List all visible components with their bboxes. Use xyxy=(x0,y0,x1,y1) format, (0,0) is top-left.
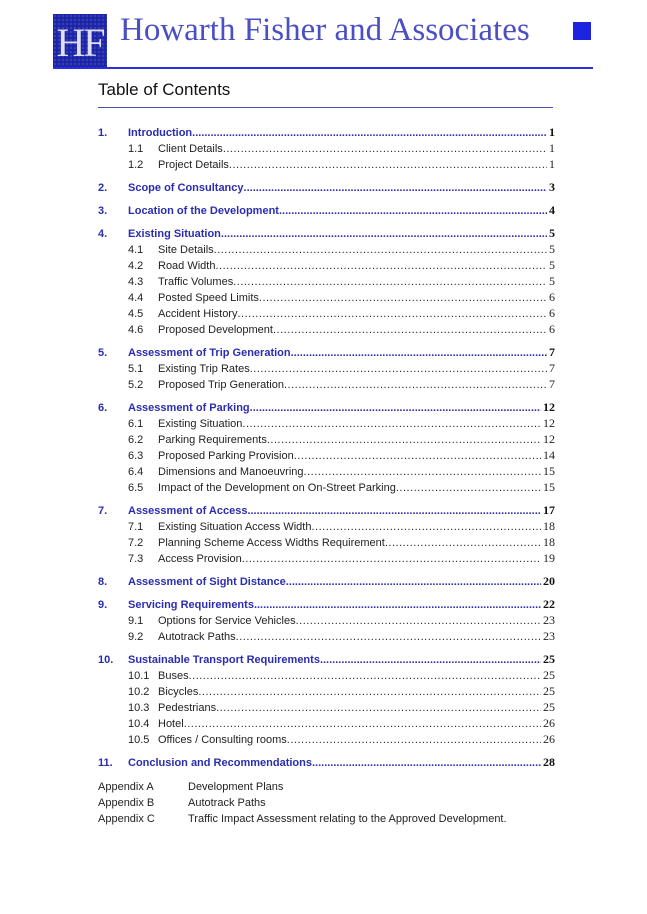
toc-entry-page: 25 xyxy=(543,652,555,666)
toc-entry-title: Existing Situation xyxy=(158,418,243,430)
toc-subsection-entry[interactable] xyxy=(98,683,555,699)
toc-chapter-entry[interactable] xyxy=(98,179,555,195)
toc-entry-title: Pedestrians xyxy=(158,702,217,714)
toc-subsection-entry[interactable] xyxy=(98,273,555,289)
toc-subsection-entry[interactable] xyxy=(98,305,555,321)
toc-dot-leader xyxy=(259,290,547,306)
toc-entry-page: 26 xyxy=(543,732,555,746)
toc-entry-number: 9.2 xyxy=(128,631,144,643)
toc-entry-number: 6.3 xyxy=(128,450,144,462)
toc-entry-page: 15 xyxy=(543,464,555,478)
toc-entry-page: 7 xyxy=(549,361,555,375)
toc-entry-number: 3. xyxy=(98,205,108,217)
toc-subsection-entry[interactable] xyxy=(98,699,555,715)
toc-entry-number: 10.3 xyxy=(128,702,150,714)
toc-entry-number: 1.2 xyxy=(128,159,144,171)
toc-entry-title: Buses xyxy=(158,670,189,682)
toc-subsection-entry[interactable] xyxy=(98,731,555,747)
toc-subsection-entry[interactable] xyxy=(98,156,555,172)
table-of-contents xyxy=(98,124,555,770)
toc-dot-leader xyxy=(296,613,541,629)
toc-entry-page: 12 xyxy=(543,400,555,414)
toc-dot-leader xyxy=(273,322,547,338)
toc-dot-leader xyxy=(229,157,547,173)
appendix-label: Appendix A xyxy=(98,781,154,793)
toc-dot-leader xyxy=(184,716,541,732)
toc-dot-leader xyxy=(247,503,541,519)
toc-dot-leader xyxy=(304,464,541,480)
toc-entry-number: 6.2 xyxy=(128,434,144,446)
toc-dot-leader xyxy=(287,732,541,748)
toc-entry-number: 9.1 xyxy=(128,615,144,627)
toc-dot-leader xyxy=(250,361,547,377)
toc-entry-title: Existing Trip Rates xyxy=(158,363,250,375)
toc-entry-number: 4.4 xyxy=(128,292,144,304)
appendix-label: Appendix B xyxy=(98,797,155,809)
toc-entry-title: Assessment of Parking xyxy=(128,402,250,414)
toc-dot-leader xyxy=(267,432,541,448)
toc-dot-leader xyxy=(385,535,541,551)
toc-entry-page: 6 xyxy=(549,306,555,320)
toc-entry-title: Access Provision xyxy=(158,553,242,565)
logo-monogram: HF xyxy=(56,20,104,65)
toc-entry-title: Proposed Parking Provision xyxy=(158,450,294,462)
toc-dot-leader xyxy=(396,480,541,496)
toc-subsection-entry[interactable] xyxy=(98,431,555,447)
toc-dot-leader xyxy=(236,629,541,645)
toc-entry-page: 20 xyxy=(543,574,555,588)
toc-dot-leader xyxy=(237,306,547,322)
toc-entry-page: 5 xyxy=(549,226,555,240)
toc-entry-number: 5.1 xyxy=(128,363,144,375)
toc-subsection-entry[interactable] xyxy=(98,447,555,463)
toc-entry-number: 5.2 xyxy=(128,379,144,391)
toc-entry-number: 4. xyxy=(98,228,108,240)
toc-chapter-entry[interactable] xyxy=(98,202,555,218)
toc-dot-leader xyxy=(279,203,547,219)
toc-dot-leader xyxy=(216,700,541,716)
toc-entry-page: 25 xyxy=(543,668,555,682)
toc-dot-leader xyxy=(244,180,547,196)
toc-dot-leader xyxy=(250,400,541,416)
toc-entry-page: 3 xyxy=(549,180,555,194)
toc-entry-number: 10.4 xyxy=(128,718,150,730)
toc-chapter-entry[interactable] xyxy=(98,651,555,667)
toc-entry-page: 26 xyxy=(543,716,555,730)
toc-dot-leader xyxy=(320,652,541,668)
toc-entry-page: 7 xyxy=(549,377,555,391)
toc-entry-page: 23 xyxy=(543,629,555,643)
toc-dot-leader xyxy=(189,668,541,684)
toc-entry-title: Conclusion and Recommendations xyxy=(128,757,312,769)
toc-entry-number: 8. xyxy=(98,576,108,588)
toc-entry-page: 22 xyxy=(543,597,555,611)
toc-title-divider xyxy=(98,107,553,108)
company-name: Howarth Fisher and Associates xyxy=(120,12,530,48)
toc-entry-page: 7 xyxy=(549,345,555,359)
toc-entry-title: Project Details xyxy=(158,159,229,171)
toc-entry-title: Location of the Development xyxy=(128,205,279,217)
toc-entry-number: 2. xyxy=(98,182,108,194)
toc-subsection-entry[interactable] xyxy=(98,241,555,257)
toc-entry-number: 4.1 xyxy=(128,244,144,256)
toc-subsection-entry[interactable] xyxy=(98,534,555,550)
toc-entry-page: 25 xyxy=(543,700,555,714)
toc-entry-number: 1.1 xyxy=(128,143,144,155)
toc-entry-page: 14 xyxy=(543,448,555,462)
toc-subsection-entry[interactable] xyxy=(98,715,555,731)
toc-entry-page: 1 xyxy=(549,157,555,171)
toc-entry-title: Assessment of Access xyxy=(128,505,248,517)
toc-entry-title: Planning Scheme Access Widths Requirement xyxy=(158,537,385,549)
toc-subsection-entry[interactable] xyxy=(98,140,555,156)
toc-entry-number: 10.5 xyxy=(128,734,150,746)
toc-entry-page: 1 xyxy=(549,141,555,155)
header-divider xyxy=(53,67,593,69)
toc-entry-page: 18 xyxy=(543,519,555,533)
toc-entry-title: Assessment of Sight Distance xyxy=(128,576,286,588)
toc-entry-page: 5 xyxy=(549,242,555,256)
toc-entry-page: 19 xyxy=(543,551,555,565)
toc-entry-number: 6.4 xyxy=(128,466,144,478)
toc-entry-number: 6.5 xyxy=(128,482,144,494)
toc-dot-leader xyxy=(215,258,547,274)
toc-dot-leader xyxy=(214,242,547,258)
toc-entry-title: Traffic Volumes xyxy=(158,276,234,288)
toc-dot-leader xyxy=(233,274,547,290)
toc-dot-leader xyxy=(192,125,547,141)
toc-entry-number: 4.2 xyxy=(128,260,144,272)
toc-entry-number: 4.6 xyxy=(128,324,144,336)
appendix-title: Development Plans xyxy=(188,781,284,793)
toc-subsection-entry[interactable] xyxy=(98,518,555,534)
appendix-label: Appendix C xyxy=(98,813,155,825)
toc-entry-page: 25 xyxy=(543,684,555,698)
toc-entry-number: 6. xyxy=(98,402,108,414)
toc-dot-leader xyxy=(311,519,541,535)
toc-entry-title: Posted Speed Limits xyxy=(158,292,259,304)
toc-entry-number: 7. xyxy=(98,505,108,517)
toc-entry-number: 11. xyxy=(98,757,113,769)
company-logo xyxy=(53,14,107,68)
toc-entry-page: 17 xyxy=(543,503,555,517)
appendix-entry xyxy=(98,795,558,811)
toc-entry-number: 7.3 xyxy=(128,553,144,565)
toc-entry-page: 5 xyxy=(549,274,555,288)
toc-chapter-entry[interactable] xyxy=(98,754,555,770)
toc-dot-leader xyxy=(198,684,541,700)
toc-entry-title: Autotrack Paths xyxy=(158,631,236,643)
toc-entry-number: 10.2 xyxy=(128,686,150,698)
toc-entry-title: Servicing Requirements xyxy=(128,599,254,611)
toc-entry-page: 28 xyxy=(543,755,555,769)
toc-entry-title: Bicycles xyxy=(158,686,199,698)
appendix-entry xyxy=(98,779,558,795)
toc-dot-leader xyxy=(291,345,547,361)
toc-subsection-entry[interactable] xyxy=(98,612,555,628)
toc-dot-leader xyxy=(242,551,541,567)
header-square-mark xyxy=(573,22,591,40)
toc-chapter-entry[interactable] xyxy=(98,399,555,415)
toc-entry-title: Options for Service Vehicles xyxy=(158,615,296,627)
appendix-list xyxy=(98,779,558,827)
toc-subsection-entry[interactable] xyxy=(98,628,555,644)
toc-chapter-entry[interactable] xyxy=(98,502,555,518)
toc-subsection-entry[interactable] xyxy=(98,550,555,566)
toc-dot-leader xyxy=(242,416,541,432)
toc-entry-number: 4.3 xyxy=(128,276,144,288)
toc-chapter-entry[interactable] xyxy=(98,124,555,140)
toc-entry-title: Scope of Consultancy xyxy=(128,182,244,194)
toc-entry-page: 6 xyxy=(549,322,555,336)
toc-entry-page: 1 xyxy=(549,125,555,139)
toc-dot-leader xyxy=(312,755,541,771)
toc-entry-title: Dimensions and Manoeuvring xyxy=(158,466,304,478)
toc-entry-page: 18 xyxy=(543,535,555,549)
toc-entry-title: Accident History xyxy=(158,308,238,320)
toc-entry-title: Sustainable Transport Requirements xyxy=(128,654,320,666)
toc-subsection-entry[interactable] xyxy=(98,463,555,479)
toc-entry-number: 7.1 xyxy=(128,521,144,533)
toc-dot-leader xyxy=(294,448,541,464)
toc-entry-title: Existing Situation xyxy=(128,228,221,240)
toc-subsection-entry[interactable] xyxy=(98,257,555,273)
toc-subsection-entry[interactable] xyxy=(98,289,555,305)
toc-entry-number: 6.1 xyxy=(128,418,144,430)
toc-title: Table of Contents xyxy=(98,80,231,99)
toc-entry-page: 6 xyxy=(549,290,555,304)
toc-entry-page: 15 xyxy=(543,480,555,494)
toc-entry-number: 5. xyxy=(98,347,108,359)
appendix-title: Autotrack Paths xyxy=(188,797,266,809)
toc-chapter-entry[interactable] xyxy=(98,573,555,589)
toc-entry-title: Road Width xyxy=(158,260,216,272)
toc-entry-title: Site Details xyxy=(158,244,214,256)
toc-chapter-entry[interactable] xyxy=(98,596,555,612)
toc-entry-number: 10. xyxy=(98,654,114,666)
toc-entry-number: 1. xyxy=(98,127,108,139)
toc-entry-number: 4.5 xyxy=(128,308,144,320)
toc-entry-title: Introduction xyxy=(128,127,193,139)
toc-entry-page: 23 xyxy=(543,613,555,627)
toc-entry-title: Parking Requirements xyxy=(158,434,267,446)
toc-chapter-entry[interactable] xyxy=(98,344,555,360)
toc-subsection-entry[interactable] xyxy=(98,360,555,376)
toc-entry-page: 5 xyxy=(549,258,555,272)
toc-chapter-entry[interactable] xyxy=(98,225,555,241)
toc-entry-title: Client Details xyxy=(158,143,223,155)
toc-entry-page: 12 xyxy=(543,416,555,430)
toc-entry-title: Offices / Consulting rooms xyxy=(158,734,287,746)
toc-subsection-entry[interactable] xyxy=(98,479,555,495)
toc-entry-title: Existing Situation Access Width xyxy=(158,521,312,533)
toc-subsection-entry[interactable] xyxy=(98,415,555,431)
toc-entry-title: Proposed Development xyxy=(158,324,273,336)
toc-entry-page: 4 xyxy=(549,203,555,217)
toc-dot-leader xyxy=(223,141,547,157)
appendix-title: Traffic Impact Assessment relating to the Approved Development. xyxy=(188,813,507,825)
document-header xyxy=(0,0,647,72)
toc-entry-number: 7.2 xyxy=(128,537,144,549)
toc-subsection-entry[interactable] xyxy=(98,321,555,337)
toc-dot-leader xyxy=(221,226,547,242)
toc-dot-leader xyxy=(286,574,541,590)
toc-subsection-entry[interactable] xyxy=(98,667,555,683)
appendix-entry xyxy=(98,811,558,827)
toc-subsection-entry[interactable] xyxy=(98,376,555,392)
toc-entry-title: Proposed Trip Generation xyxy=(158,379,284,391)
toc-dot-leader xyxy=(254,597,541,613)
toc-entry-title: Impact of the Development on On-Street Parking xyxy=(158,482,396,494)
toc-entry-number: 10.1 xyxy=(128,670,150,682)
toc-entry-title: Hotel xyxy=(158,718,184,730)
toc-entry-number: 9. xyxy=(98,599,108,611)
toc-entry-title: Assessment of Trip Generation xyxy=(128,347,291,359)
toc-entry-page: 12 xyxy=(543,432,555,446)
toc-dot-leader xyxy=(284,377,547,393)
